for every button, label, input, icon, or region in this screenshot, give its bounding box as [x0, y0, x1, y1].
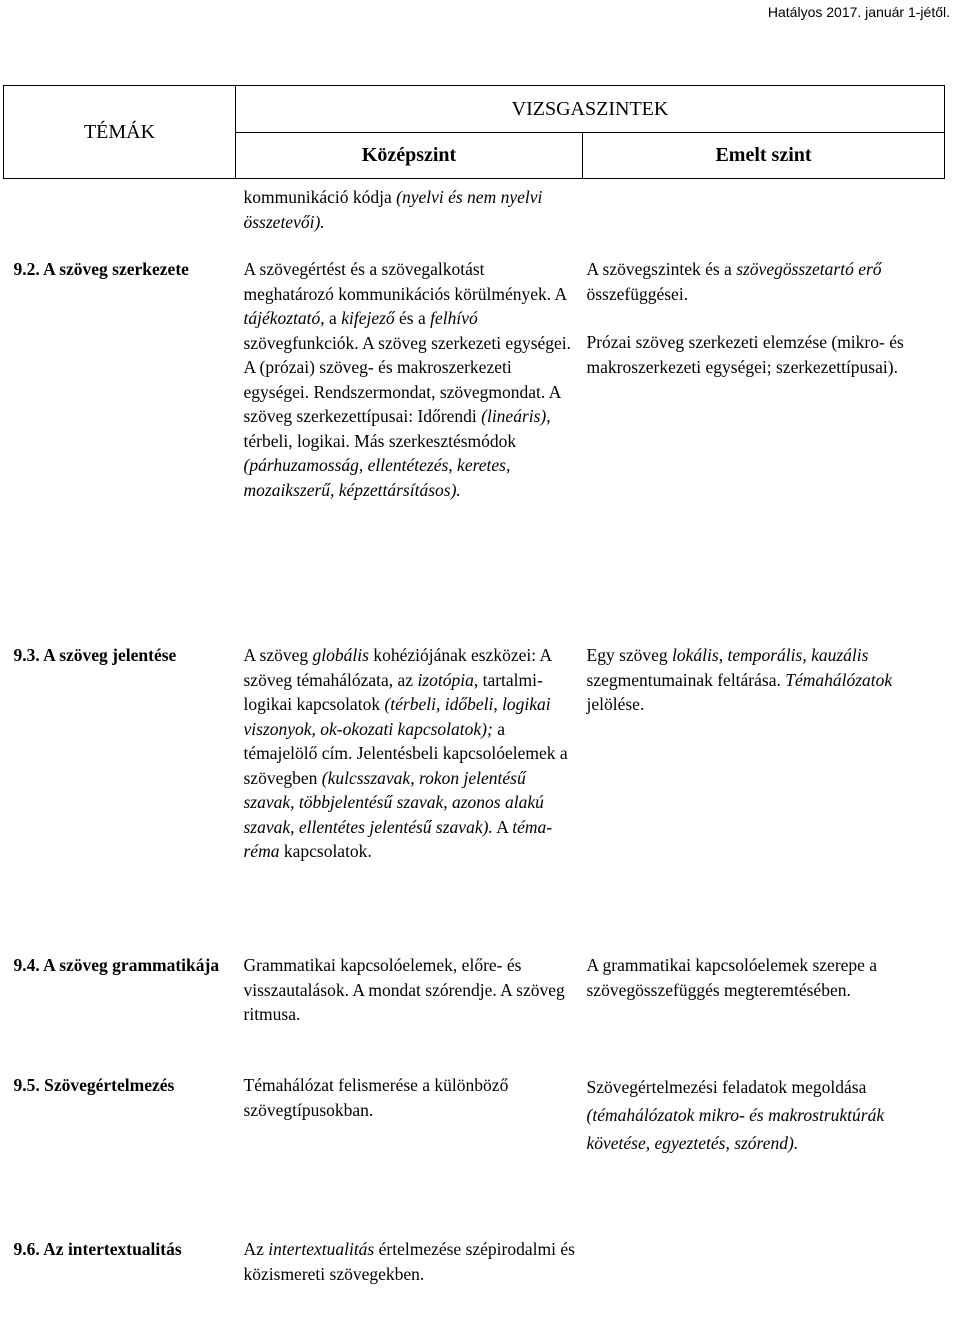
text-run: A szövegszintek és a [586, 259, 737, 279]
italic-text: (nyelvi és nem nyelvi összetevői). [243, 187, 543, 232]
column-header-mid-level: Középszint [236, 133, 583, 179]
italic-text: kifejező [341, 308, 395, 328]
text-run: Egy szöveg [586, 645, 673, 665]
text-run: a témajelölő cím. Jelentésbeli kapcsolóelemek a szövegben [243, 718, 568, 788]
italic-text: téma-réma [243, 816, 553, 861]
text-run: összefüggései. [586, 283, 689, 304]
topic-cell [4, 179, 236, 258]
text-run: kapcsolatok. [279, 841, 372, 861]
italic-text: (témahálózatok mikro- és makrostruktúrák követése, egyeztetés, szórend). [586, 1105, 885, 1153]
text-run: kommunikáció kódja [243, 187, 397, 207]
text-run: , [718, 645, 728, 665]
text-run: A szövegértést és a szövegalkotást meghatározó kommunikációs körülmények. A [243, 259, 567, 304]
exam-topics-table [3, 85, 945, 1317]
italic-text: Témahálózatok [785, 669, 893, 690]
table-row [4, 643, 945, 953]
text-run: jelölése. [586, 694, 645, 714]
italic-text: (párhuzamosság, ellentétezés, keretes, mozaikszerű, képzettársításos). [243, 455, 511, 500]
italic-text: (kulcsszavak, rokon jelentésű szavak, többjelentésű szavak, azonos alakú szavak, ellentétes jelentésű szavak). [243, 767, 544, 837]
advanced-level-cell [583, 257, 945, 643]
text-run: , a [320, 308, 342, 328]
mid-level-cell [236, 179, 583, 258]
italic-text: felhívó [430, 308, 478, 328]
mid-level-cell [236, 1237, 583, 1317]
italic-text: tájékoztató [243, 308, 321, 328]
italic-text: globális [312, 645, 369, 665]
text-run: Az [243, 1239, 269, 1259]
topic-cell: 9.5. Szövegértelmezés [13, 1075, 175, 1095]
text-run: Grammatikai kapcsolóelemek, előre- és visszautalások. A mondat szórendje. A szöveg ritmusa. [243, 955, 565, 1024]
table-row [4, 1073, 945, 1219]
table-row [4, 1237, 945, 1317]
spacer-cell [4, 1219, 236, 1237]
advanced-level-cell [583, 1073, 945, 1219]
italic-text: lokális [672, 645, 719, 665]
mid-level-cell [236, 953, 583, 1073]
text-run: szegmentumainak feltárása. [586, 669, 786, 690]
text-run: értelmezése szépirodalmi és közismereti szövegekben. [243, 1239, 575, 1284]
advanced-level-cell [583, 179, 945, 258]
header-validity-note: Hatályos 2017. január 1-jétől. [767, 4, 950, 20]
italic-text: (lineáris) [481, 406, 547, 426]
spacer-cell [236, 1219, 583, 1237]
table-row [4, 953, 945, 1073]
text-run: A szöveg [243, 645, 313, 665]
advanced-level-cell [583, 643, 945, 953]
mid-level-cell [236, 257, 583, 643]
table-row-spacer [4, 1219, 945, 1237]
table-row-intro [4, 179, 945, 258]
text-run: kohéziójának eszközei: A szöveg témahálózata, az [243, 645, 552, 690]
text-run: Szövegértelmezési feladatok megoldása [586, 1077, 867, 1097]
paragraph-gap [587, 306, 943, 330]
text-run: Prózai szöveg szerkezeti elemzése (mikro- és makroszerkezeti egységei; szerkezettípusai). [586, 332, 904, 377]
advanced-level-cell [583, 953, 945, 1073]
text-run: Témahálózat felismerése a különböző szövegtípusokban. [243, 1075, 509, 1120]
table-row [4, 257, 945, 643]
text-run: , [802, 645, 812, 665]
topic-cell: 9.3. A szöveg jelentése [13, 645, 177, 665]
text-run: , térbeli, logikai. Más szerkesztésmódok [243, 406, 551, 451]
topic-cell: 9.4. A szöveg grammatikája [13, 955, 220, 975]
text-run: és a [394, 308, 431, 328]
topic-cell: 9.6. Az intertextualitás [13, 1239, 182, 1259]
topic-cell: 9.2. A szöveg szerkezete [13, 259, 189, 279]
mid-level-cell [236, 1073, 583, 1219]
text-run: A grammatikai kapcsolóelemek szerepe a szövegösszefüggés megteremtésében. [586, 955, 878, 1000]
text-run: A [492, 816, 513, 837]
advanced-level-cell [583, 1237, 945, 1317]
text-run: , tartalmi-logikai kapcsolatok [243, 669, 543, 714]
mid-level-cell [236, 643, 583, 953]
italic-text: szövegösszetartó erő [736, 259, 882, 279]
italic-text: (térbeli, időbeli, logikai viszonyok, ok-okozati kapcsolatok); [243, 694, 551, 739]
italic-text: intertextualitás [268, 1239, 375, 1259]
italic-text: temporális [727, 645, 803, 665]
text-run: szövegfunkciók. A szöveg szerkezeti egységei. A (prózai) szöveg- és makroszerkezeti egységei. Rendszermondat, szövegmondat. A szöveg szerkezettípusai: Időrendi [243, 332, 572, 426]
italic-text: izotópia [417, 669, 474, 690]
spacer-cell [583, 1219, 945, 1237]
column-header-exam-levels: VIZSGASZINTEK [236, 86, 945, 133]
column-header-topics: TÉMÁK [4, 86, 236, 179]
column-header-advanced-level: Emelt szint [583, 133, 945, 179]
italic-text: kauzális [811, 645, 869, 665]
